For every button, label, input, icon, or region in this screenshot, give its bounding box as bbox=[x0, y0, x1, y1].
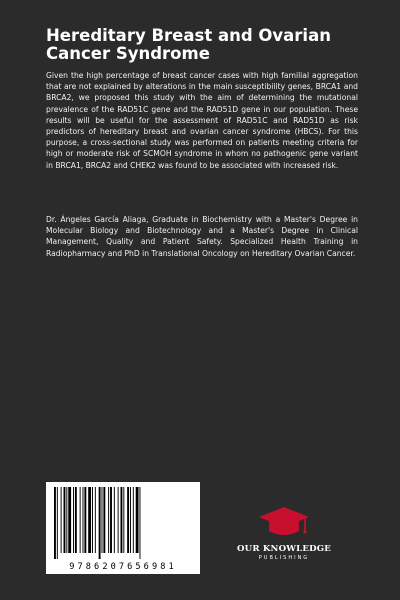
barcode-bar bbox=[127, 487, 129, 553]
publisher-logo bbox=[232, 505, 336, 561]
barcode-bar bbox=[88, 487, 91, 553]
barcode-bar bbox=[64, 487, 66, 553]
publisher-name: OUR KNOWLEDGE bbox=[236, 544, 332, 554]
barcode-bar bbox=[54, 487, 56, 559]
barcode-bar bbox=[140, 487, 141, 559]
barcode-bar bbox=[68, 487, 71, 553]
barcode-bar bbox=[102, 487, 103, 553]
publisher-subtitle: PUBLISHING bbox=[258, 555, 310, 561]
isbn-number: 9786207656981 bbox=[69, 562, 177, 572]
barcode-bar bbox=[75, 487, 77, 553]
barcode-bar bbox=[80, 487, 81, 553]
barcode-bar bbox=[133, 487, 134, 553]
barcode-bar bbox=[118, 487, 119, 553]
barcode-bar bbox=[73, 487, 74, 553]
barcode-bar bbox=[83, 487, 84, 553]
barcode-bar bbox=[114, 487, 115, 553]
barcode-bar bbox=[136, 487, 139, 553]
barcode-bar bbox=[121, 487, 123, 553]
barcode-bar bbox=[103, 487, 105, 553]
author-bio: Dr. Ángeles García Aliaga, Graduate in Biochemistry with a Master's Degree in Molecular Biology and Biotechnology and a Master's Degree in Clinical Management, Quality and Patient Safety. Specialized Health Training in Radiopharmacy and PhD in Translational Oncology on Hereditary Ovarian Cancer. bbox=[46, 215, 358, 258]
barcode-bar bbox=[61, 487, 62, 553]
barcode-bar bbox=[130, 487, 131, 553]
barcode-bar bbox=[84, 487, 86, 553]
barcode-bar bbox=[92, 487, 93, 553]
barcode-bar bbox=[95, 487, 96, 553]
barcode-bar bbox=[99, 487, 101, 559]
barcode-bars bbox=[52, 487, 194, 559]
isbn-barcode bbox=[46, 482, 200, 574]
barcode-bar bbox=[66, 487, 67, 553]
book-title: Hereditary Breast and Ovarian Cancer Syndrome bbox=[46, 26, 331, 63]
barcode-bar bbox=[110, 487, 112, 553]
barcode-bar bbox=[57, 487, 58, 559]
graduation-cap-icon bbox=[257, 505, 311, 541]
barcode-bar bbox=[108, 487, 109, 553]
barcode-bar bbox=[123, 487, 124, 553]
book-abstract: Given the high percentage of breast cancer cases with high familial aggregation that are not explained by alterations in the main susceptibility genes, BRCA1 and BRCA2, we proposed this study with the aim of determining the mutational prevalence of the RAD51C gene and the RAD51D gene in our population. These results will be useful for the assessment of RAD51C and RAD51D as risk predictors of hereditary breast and ovarian cancer syndrome (HBCS). For this purpose, a cross-sectional study was performed on patients meeting criteria for high or moderate risk of SCMOH syndrome in whom no pathogenic gene variant in BRCA1, BRCA2 and CHEK2 was found to be associated with increased risk. bbox=[46, 71, 358, 170]
